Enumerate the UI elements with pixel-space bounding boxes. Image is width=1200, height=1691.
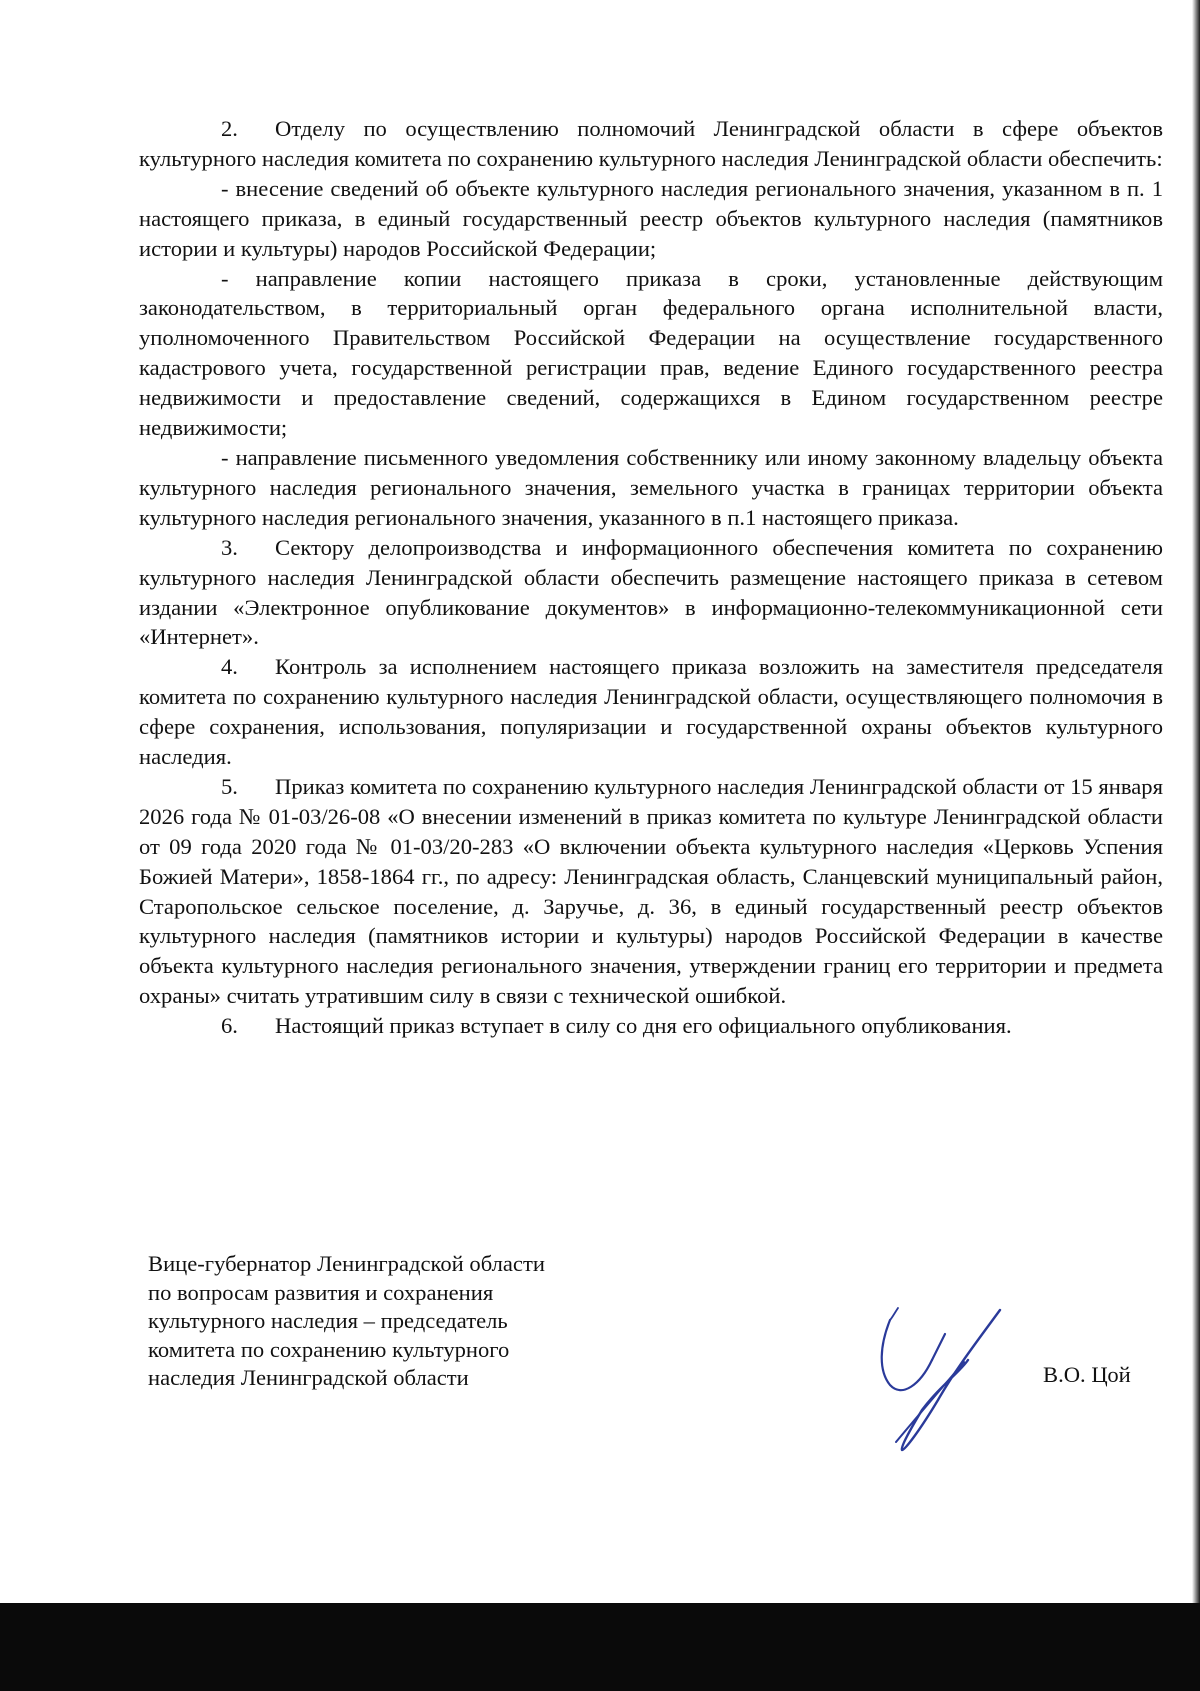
- item-number: 4.: [221, 654, 238, 680]
- signer-position-line: комитета по сохранению культурного: [148, 1336, 510, 1362]
- signer-position-line: по вопросам развития и сохранения: [148, 1279, 494, 1305]
- scan-bottom-margin: [0, 1603, 1200, 1691]
- paragraph-item-3: [139, 533, 1163, 653]
- signature-stroke: [896, 1362, 964, 1442]
- order-body: [139, 114, 1163, 1041]
- paragraph-bullet: [139, 443, 1163, 533]
- signature-stroke: [890, 1308, 898, 1320]
- paragraph-item-6: [139, 1011, 1163, 1041]
- handwritten-signature: [860, 1290, 1035, 1465]
- signature-stroke: [902, 1310, 1000, 1450]
- paragraph-item-2: [139, 114, 1163, 174]
- item-number: 5.: [221, 773, 238, 799]
- paragraph-bullet: [139, 264, 1163, 443]
- paragraph-text: - направление копии настоящего приказа в сроки, установленные действующим законодательством, в территориальный орган федерального органа исполнительной власти, уполномоченного Правительством Российской Федерации на осуществление государственного кадастрового учета, государственной регистрации прав, ведение Единого государственного реестра недвижимости и предоставление сведений, содержащихся в Едином государственном реестре недвижимости;: [139, 265, 1163, 441]
- signer-position-line: наследия Ленинградской области: [148, 1365, 469, 1390]
- signature-stroke: [882, 1320, 932, 1390]
- paragraph-text: Настоящий приказ вступает в силу со дня его официального опубликования.: [275, 1013, 1012, 1039]
- paragraph-bullet: [139, 174, 1163, 264]
- signer-position-line: культурного наследия – председатель: [148, 1308, 508, 1333]
- signer-position: [148, 1250, 668, 1393]
- paragraph-text: - внесение сведений об объекте культурного наследия регионального значения, указанном в п. 1 настоящего приказа, в единый государственный реестр объектов культурного наследия (памятников истории и культуры) народов Российской Федерации;: [139, 175, 1163, 261]
- scan-edge-shadow: [1192, 0, 1200, 1691]
- paragraph-text: Отделу по осуществлению полномочий Ленинградской области в сфере объектов культурного наследия комитета по сохранению культурного наследия Ленинградской области обеспечить:: [139, 116, 1163, 171]
- paragraph-text: Сектору делопроизводства и информационного обеспечения комитета по сохранению культурного наследия Ленинградской области обеспечить размещение настоящего приказа в сетевом издании «Электронное опубликование документов» в информационно-телекоммуникационной сети «Интернет».: [139, 534, 1163, 650]
- signer-name: В.О. Цой: [1043, 1362, 1131, 1387]
- item-number: 6.: [221, 1013, 238, 1039]
- paragraph-text: Приказ комитета по сохранению культурного наследия Ленинградской области от 15 января 2026 года № 01-03/26-08 «О внесении изменений в приказ комитета по культуре Ленинградской области от 09 года 2020 года № 01-03/20-283 «О включении объекта культурного наследия «Церковь Успения Божией Матери», 1858-1864 гг., по адресу: Ленинградская область, Сланцевский муниципальный район, Старопольское сельское поселение, д. Заручье, д. 36, в единый государственный реестр объектов культурного наследия (памятников истории и культуры) народов Российской Федерации в качестве объекта культурного наследия регионального значения, утверждении границ его территории и предмета охраны» считать утратившим силу в связи с технической ошибкой.: [139, 773, 1163, 1009]
- paragraph-text: - направление письменного уведомления собственнику или иному законному владельцу объекта культурного наследия регионального значения, земельного участка в границах территории объекта культурного наследия регионального значения, указанного в п.1 настоящего приказа.: [139, 444, 1163, 530]
- paragraph-item-5: [139, 772, 1163, 1011]
- item-number: 3.: [221, 534, 238, 560]
- paragraph-item-4: [139, 652, 1163, 772]
- paragraph-text: Контроль за исполнением настоящего приказа возложить на заместителя председателя комитета по сохранению культурного наследия Ленинградской области, осуществляющего полномочия в сфере сохранения, использования, популяризации и государственной охраны объектов культурного наследия.: [139, 654, 1163, 770]
- signer-position-line: Вице-губернатор Ленинградской области: [148, 1251, 545, 1276]
- signature-stroke: [932, 1334, 945, 1360]
- item-number: 2.: [221, 116, 238, 141]
